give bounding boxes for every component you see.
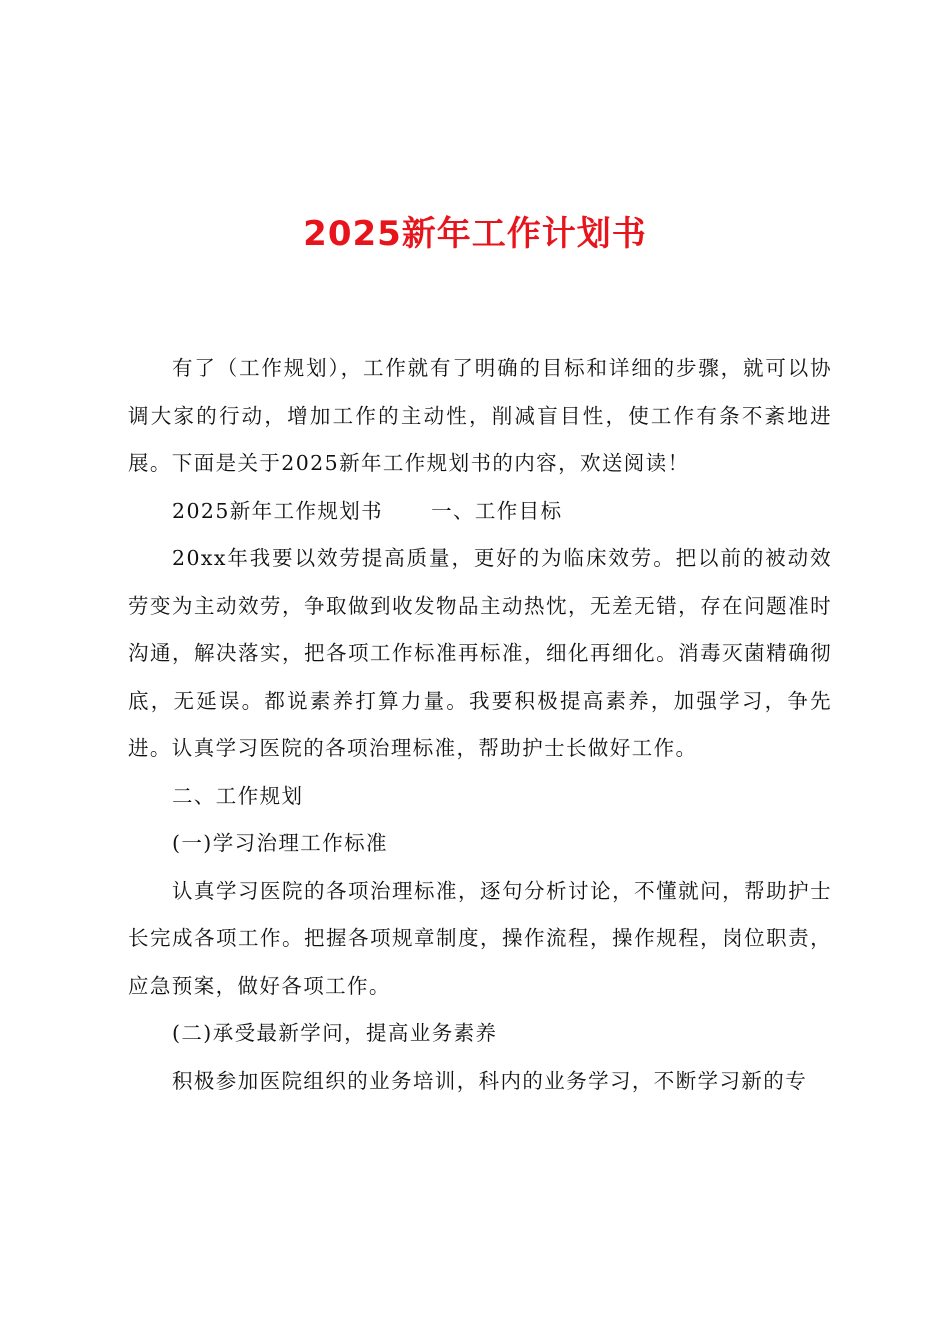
standards-paragraph: 认真学习医院的各项治理标准，逐句分析讨论，不懂就问，帮助护士长完成各项工作。把握各项规章制度，操作流程，操作规程，岗位职责，应急预案，做好各项工作。: [128, 878, 832, 998]
intro-paragraph: 有了（工作规划），工作就有了明确的目标和详细的步骤，就可以协调大家的行动，增加工作的主动性，削减盲目性，使工作有条不紊地进展。下面是关于2025新年工作规划书的内容，欢送阅读！: [128, 356, 832, 475]
subsection-heading-2: (二)承受最新学问，提高业务素养: [172, 1021, 498, 1045]
training-paragraph: 积极参加医院组织的业务培训，科内的业务学习，不断学习新的专: [172, 1068, 808, 1093]
subheading-right: 一、工作目标: [431, 498, 563, 523]
subsection-heading-1: (一)学习治理工作标准: [172, 831, 388, 855]
section-heading-plan: 二、工作规划: [172, 783, 304, 808]
goal-paragraph: 20xx年我要以效劳提高质量，更好的为临床效劳。把以前的被动效劳变为主动效劳，争取做到收发物品主动热忱，无差无错，存在问题准时沟通，解决落实，把各项工作标准再标准，细化再细化。消毒灭菌精确彻底，无延误。都说素养打算力量。我要积极提高素养，加强学习，争先进。认真学习医院的各项治理标准，帮助护士长做好工作。: [128, 546, 832, 760]
subheading-left: 2025新年工作规划书: [172, 498, 384, 523]
document-body: [128, 345, 832, 1105]
document-title: 2025新年工作计划书: [303, 214, 647, 254]
subheading-line: [128, 488, 832, 536]
